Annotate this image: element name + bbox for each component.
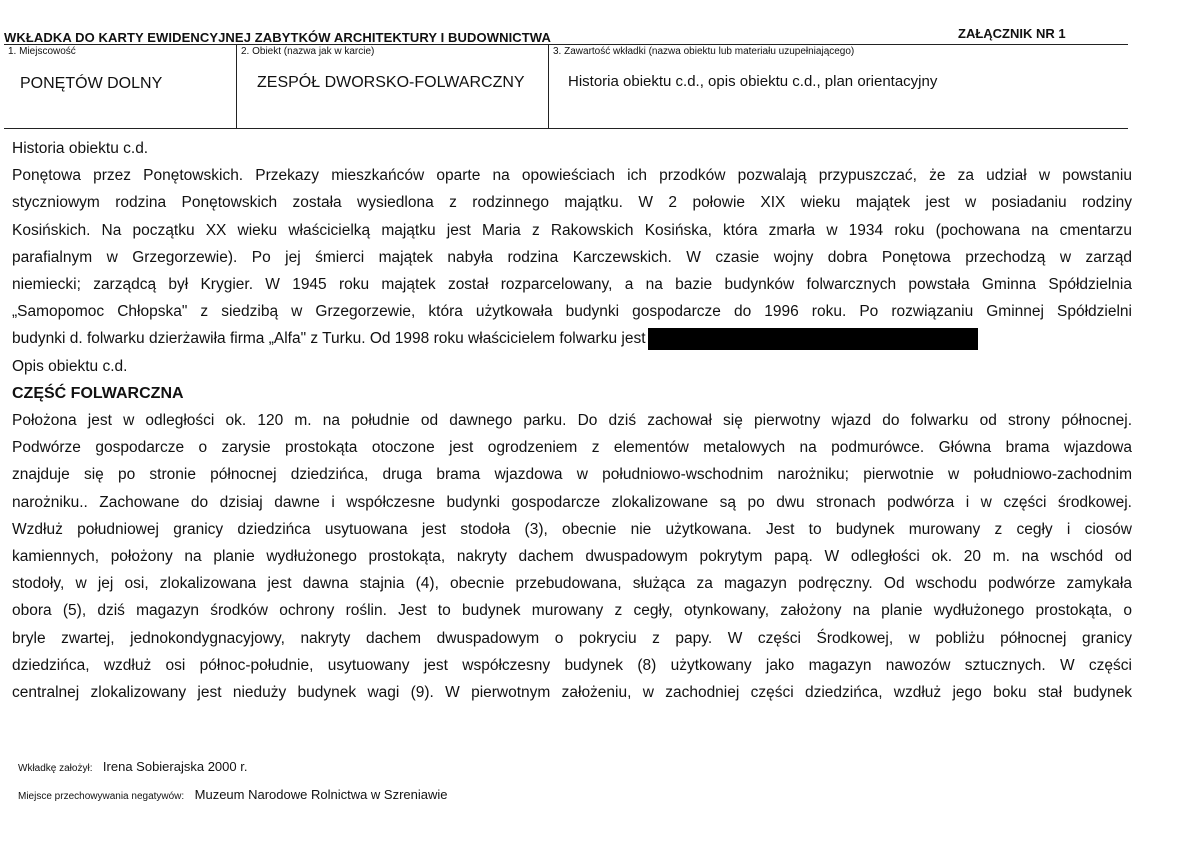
- history-line: Ponętowa przez Ponętowskich. Przekazy mieszkańców oparte na opowieściach ich przodków pozwalają przypuszczać, że za udział w powstaniu: [12, 167, 1132, 185]
- history-heading: Historia obiektu c.d.: [12, 140, 149, 157]
- description-line: Wzdłuż południowej granicy dziedzińca usytuowana jest stodoła (3), obecnie nie użytkowana. Jest to budynek murowany z cegły i ciosów: [12, 520, 1132, 538]
- description-line: Podwórze gospodarcze o zarysie prostokąta otoczone jest ogrodzeniem z elementów metalowych na podmurówce. Główna brama wjazdowa: [12, 439, 1132, 457]
- history-line: styczniowym rodzina Ponętowskich została wysiedlona z rodzinnego majątku. W 2 połowie XIX wieku majątek jest w posiadaniu rodziny: [12, 194, 1132, 212]
- description-line: bryle zwartej, jednokondygnacyjowy, nakryty dachem dwuspadowym o pokryciu z papy. W części Środkowej, w pobliżu północnej granicy: [12, 629, 1132, 647]
- column-divider-1: [236, 44, 237, 128]
- document-title: WKŁADKA DO KARTY EWIDENCYJNEJ ZABYTKÓW ARCHITEKTURY I BUDOWNICTWA: [4, 30, 551, 45]
- description-line: kamiennych, położony na planie wydłużonego prostokąta, nakryty dachem dwuspadowym pokrytym papą. W odległości ok. 20 m. na wschód od: [12, 548, 1132, 566]
- description-line: centralnej zlokalizowany jest nieduży budynek wagi (9). W pierwotnym założeniu, w zachodniej części dziedzińca, wzdłuż jego boku stał budynek: [12, 684, 1132, 702]
- description-line: dziedzińca, wzdłuż osi północ-południe, usytuowany jest współczesny budynek (8) użytkowany jako magazyn nawozów sztucznych. W części: [12, 656, 1132, 674]
- column-divider-2: [548, 44, 549, 128]
- description-line: Położona jest w odległości ok. 120 m. na południe od dawnego parku. Do dziś zachował się pierwotny wjazd do folwarku od strony północnej.: [12, 412, 1132, 430]
- description-line: znajduje się po stronie północnej dziedzińca, druga brama wjazdowa w południowo-wschodnim narożniku; pierwotnie w południowo-zachodnim: [12, 466, 1132, 484]
- object-value: ZESPÓŁ DWORSKO-FOLWARCZNY: [257, 74, 525, 91]
- object-label: 2. Obiekt (nazwa jak w karcie): [241, 46, 375, 57]
- annex-label: ZAŁĄCZNIK NR 1: [958, 26, 1066, 41]
- header-rule-bottom: [4, 128, 1128, 129]
- description-line: stodoły, w jej osi, zlokalizowana jest dawna stajnia (4), obecnie przebudowana, służąca za magazyn podręczny. Od wschodu podwórze zamykała: [12, 575, 1132, 593]
- history-line: parafialnym w Grzegorzewie). Po jej śmierci majątek nabyła rodzina Karczewskich. W czasie wojny dobra Ponętowa przechodzą w zarząd: [12, 248, 1132, 266]
- redaction-bar: [648, 328, 978, 350]
- document-body: [12, 135, 1132, 706]
- author-value: Irena Sobierajska 2000 r.: [102, 759, 248, 774]
- history-line: budynki d. folwarku dzierżawiła firma „Alfa" z Turku. Od 1998 roku właścicielem folwarku jest: [12, 330, 646, 348]
- storage-label: Miejsce przechowywania negatywów:: [18, 791, 185, 802]
- author-label: Wkładkę założył:: [18, 763, 93, 774]
- storage-line: [18, 786, 448, 804]
- description-line: narożniku.. Zachowane do dzisiaj dawne i współczesne budynki gospodarcze zlokalizowane są po dwu stronach podwórza i w części środkowej.: [12, 493, 1132, 511]
- header-rule-top: [4, 44, 1128, 45]
- contents-label: 3. Zawartość wkładki (nazwa obiektu lub materiału uzupełniającego): [553, 46, 855, 57]
- history-last-line: [12, 325, 1132, 352]
- history-line: „Samopomoc Chłopska" z siedzibą w Grzegorzewie, która użytkowała budynki gospodarcze do 1996 roku. Po rozwiązaniu Gminnej Spółdzielni: [12, 303, 1132, 321]
- section-title: CZĘŚĆ FOLWARCZNA: [12, 384, 184, 402]
- author-line: [18, 758, 247, 776]
- description-heading: Opis obiektu c.d.: [12, 357, 128, 375]
- locality-label: 1. Miejscowość: [8, 46, 76, 57]
- history-line: niemiecki; zarządcą był Krygier. W 1945 roku majątek został rozparcelowany, a na bazie budynków folwarcznych powstała Gminna Spółdzielnia: [12, 276, 1132, 294]
- description-line: obora (5), dziś magazyn środków ochrony roślin. Jest to budynek murowany z cegły, otynkowany, założony na planie wydłużonego prostokąta, o: [12, 602, 1132, 620]
- storage-value: Muzeum Narodowe Rolnictwa w Szreniawie: [194, 787, 448, 802]
- history-line: Kosińskich. Na początku XX wieku właścicielką majątku jest Maria z Rakowskich Kosińska, która zmarła w 1934 roku (pochowana na cmentarzu: [12, 221, 1132, 239]
- contents-value: Historia obiektu c.d., opis obiektu c.d., plan orientacyjny: [568, 73, 938, 90]
- locality-value: PONĘTÓW DOLNY: [20, 75, 163, 92]
